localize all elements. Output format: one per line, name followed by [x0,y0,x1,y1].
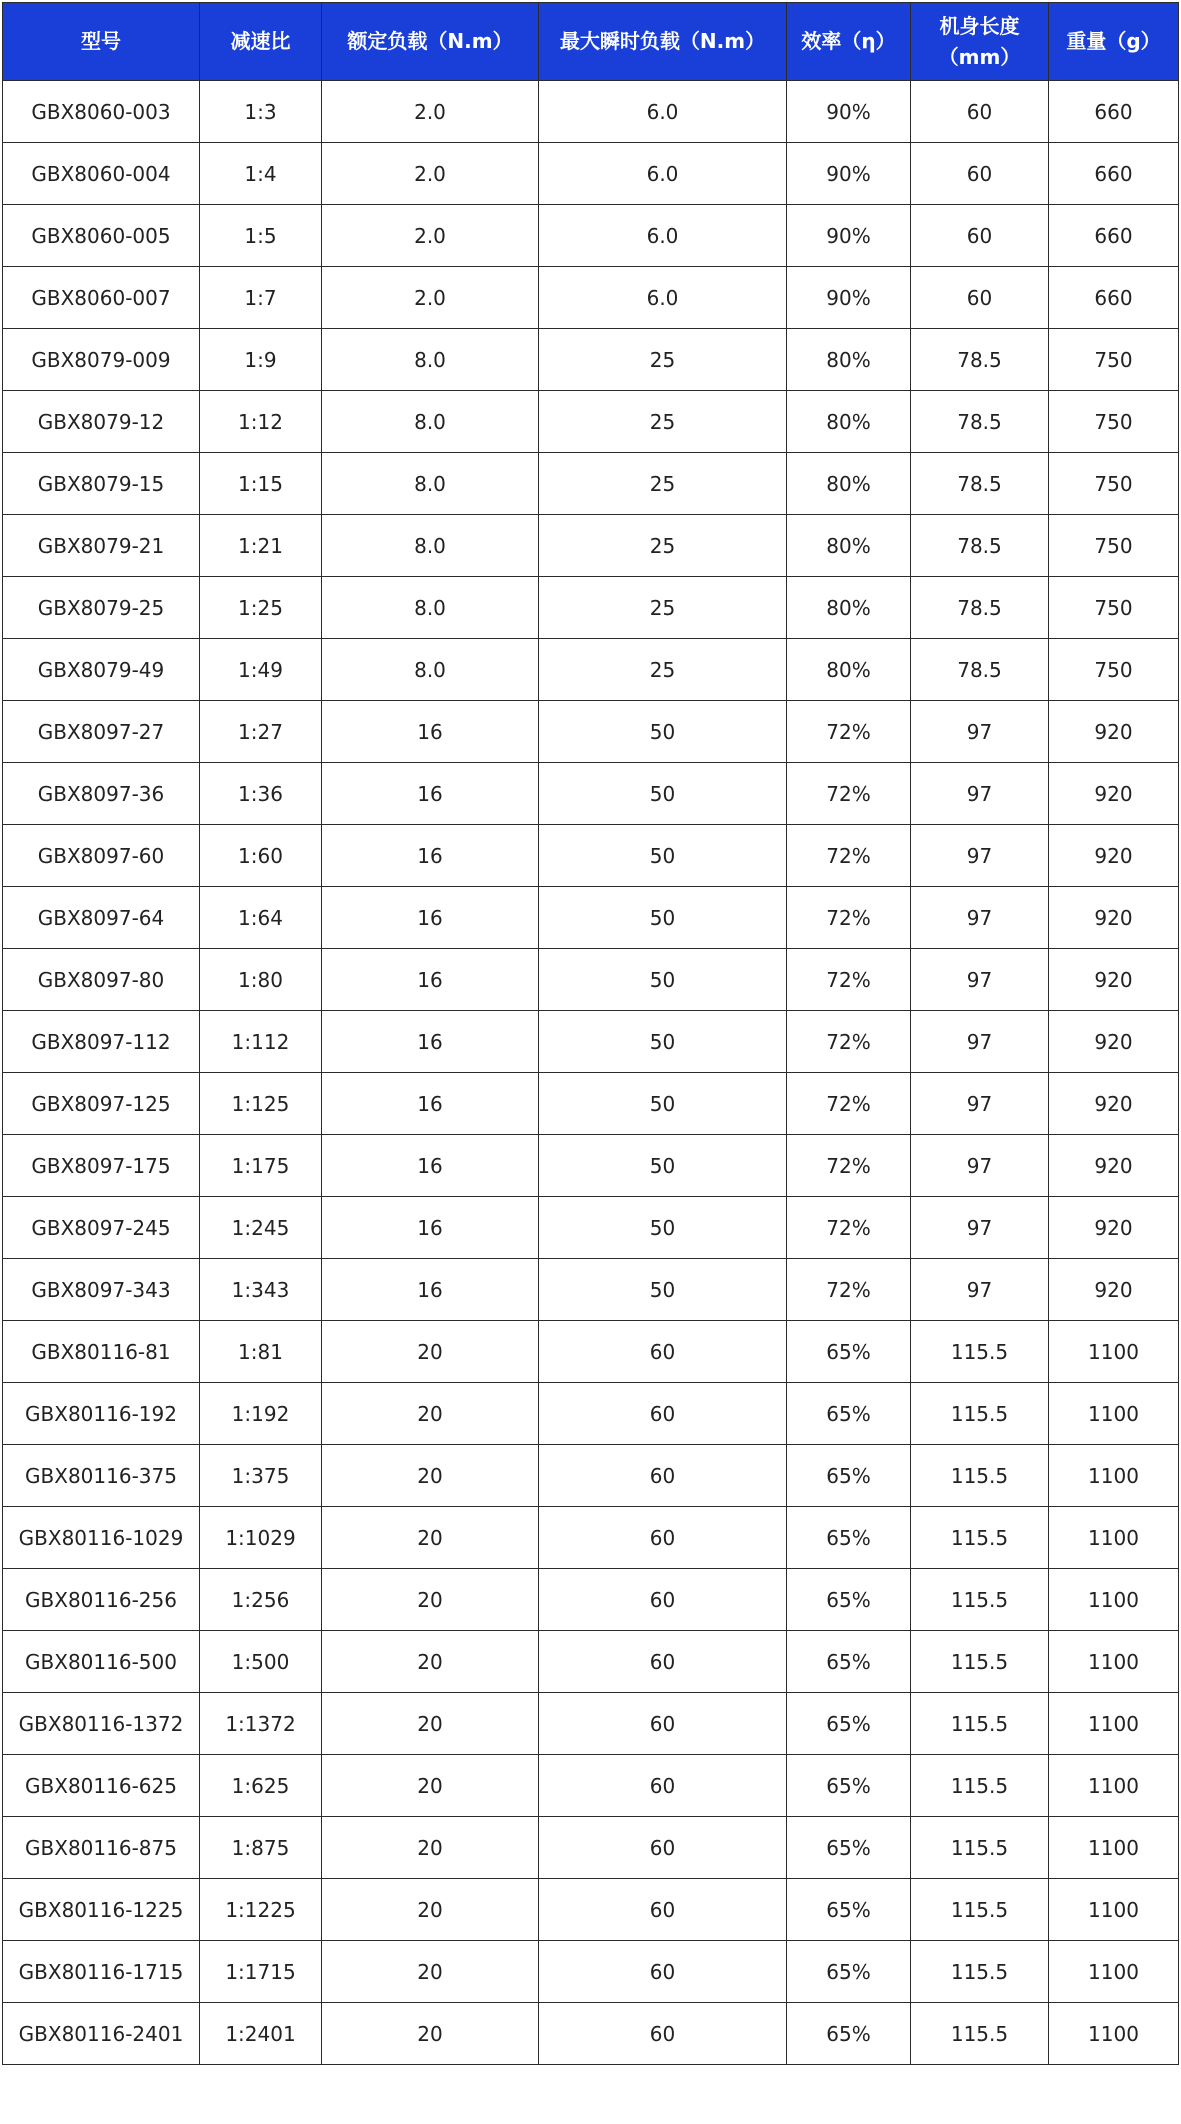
cell-weight: 750 [1049,577,1179,639]
cell-max-instant-load: 60 [539,1507,787,1569]
cell-body-length: 115.5 [911,1383,1049,1445]
table-row [3,1507,1179,1569]
table-row [3,1383,1179,1445]
cell-reduction-ratio: 1:125 [200,1073,322,1135]
cell-model: GBX8097-60 [3,825,200,887]
cell-weight: 1100 [1049,1383,1179,1445]
cell-body-length: 97 [911,1259,1049,1321]
cell-reduction-ratio: 1:15 [200,453,322,515]
cell-body-length: 97 [911,887,1049,949]
cell-model: GBX8060-005 [3,205,200,267]
cell-body-length: 78.5 [911,577,1049,639]
cell-body-length: 60 [911,267,1049,329]
cell-reduction-ratio: 1:175 [200,1135,322,1197]
cell-max-instant-load: 6.0 [539,143,787,205]
cell-efficiency: 65% [787,1445,911,1507]
cell-efficiency: 65% [787,1693,911,1755]
cell-body-length: 97 [911,1135,1049,1197]
cell-body-length: 97 [911,1073,1049,1135]
cell-model: GBX8079-21 [3,515,200,577]
cell-reduction-ratio: 1:60 [200,825,322,887]
cell-reduction-ratio: 1:27 [200,701,322,763]
cell-rated-load: 2.0 [322,267,539,329]
header-row [3,3,1179,81]
cell-model: GBX80116-1372 [3,1693,200,1755]
cell-max-instant-load: 60 [539,1321,787,1383]
cell-rated-load: 16 [322,701,539,763]
cell-reduction-ratio: 1:25 [200,577,322,639]
cell-weight: 920 [1049,763,1179,825]
cell-body-length: 115.5 [911,1817,1049,1879]
cell-body-length: 115.5 [911,1879,1049,1941]
cell-max-instant-load: 50 [539,1073,787,1135]
cell-efficiency: 80% [787,453,911,515]
table-row [3,1569,1179,1631]
cell-max-instant-load: 50 [539,825,787,887]
table-row [3,1755,1179,1817]
cell-max-instant-load: 60 [539,1941,787,2003]
table-row [3,453,1179,515]
cell-reduction-ratio: 1:12 [200,391,322,453]
cell-rated-load: 20 [322,1383,539,1445]
cell-rated-load: 16 [322,949,539,1011]
cell-reduction-ratio: 1:192 [200,1383,322,1445]
cell-weight: 1100 [1049,1941,1179,2003]
cell-max-instant-load: 50 [539,887,787,949]
cell-body-length: 97 [911,1197,1049,1259]
cell-body-length: 115.5 [911,1569,1049,1631]
cell-weight: 920 [1049,887,1179,949]
cell-model: GBX80116-1029 [3,1507,200,1569]
table-row [3,329,1179,391]
cell-efficiency: 90% [787,205,911,267]
table-row [3,143,1179,205]
cell-reduction-ratio: 1:7 [200,267,322,329]
cell-body-length: 78.5 [911,329,1049,391]
table-row [3,639,1179,701]
cell-weight: 750 [1049,329,1179,391]
cell-efficiency: 65% [787,2003,911,2065]
cell-reduction-ratio: 1:256 [200,1569,322,1631]
cell-model: GBX8079-009 [3,329,200,391]
cell-body-length: 115.5 [911,1693,1049,1755]
cell-max-instant-load: 25 [539,391,787,453]
cell-rated-load: 8.0 [322,329,539,391]
cell-efficiency: 72% [787,949,911,1011]
cell-weight: 660 [1049,143,1179,205]
cell-reduction-ratio: 1:3 [200,81,322,143]
cell-body-length: 78.5 [911,515,1049,577]
cell-model: GBX8079-12 [3,391,200,453]
cell-efficiency: 72% [787,825,911,887]
cell-model: GBX80116-192 [3,1383,200,1445]
cell-max-instant-load: 25 [539,639,787,701]
cell-body-length: 97 [911,763,1049,825]
cell-model: GBX8097-245 [3,1197,200,1259]
table-row [3,1073,1179,1135]
cell-max-instant-load: 25 [539,515,787,577]
cell-max-instant-load: 60 [539,1445,787,1507]
cell-reduction-ratio: 1:500 [200,1631,322,1693]
cell-model: GBX8060-004 [3,143,200,205]
cell-model: GBX8060-003 [3,81,200,143]
cell-model: GBX8097-343 [3,1259,200,1321]
header-rated-load: 额定负载（N.m） [322,3,539,81]
cell-rated-load: 20 [322,1879,539,1941]
cell-efficiency: 65% [787,1941,911,2003]
cell-model: GBX80116-256 [3,1569,200,1631]
cell-max-instant-load: 60 [539,2003,787,2065]
cell-reduction-ratio: 1:36 [200,763,322,825]
cell-body-length: 78.5 [911,391,1049,453]
cell-weight: 750 [1049,391,1179,453]
cell-rated-load: 8.0 [322,577,539,639]
cell-weight: 1100 [1049,1445,1179,1507]
cell-efficiency: 72% [787,887,911,949]
cell-weight: 1100 [1049,1693,1179,1755]
cell-weight: 1100 [1049,1321,1179,1383]
table-row [3,2003,1179,2065]
cell-body-length: 115.5 [911,1445,1049,1507]
cell-weight: 660 [1049,205,1179,267]
cell-efficiency: 65% [787,1879,911,1941]
cell-rated-load: 8.0 [322,391,539,453]
cell-body-length: 78.5 [911,639,1049,701]
table-row [3,81,1179,143]
cell-model: GBX8097-36 [3,763,200,825]
cell-efficiency: 90% [787,143,911,205]
cell-model: GBX8097-27 [3,701,200,763]
table-row [3,701,1179,763]
cell-efficiency: 80% [787,391,911,453]
cell-model: GBX8097-175 [3,1135,200,1197]
header-weight: 重量（g） [1049,3,1179,81]
table-row [3,1941,1179,2003]
cell-max-instant-load: 50 [539,949,787,1011]
cell-rated-load: 20 [322,1817,539,1879]
cell-efficiency: 72% [787,1011,911,1073]
cell-rated-load: 20 [322,1569,539,1631]
cell-efficiency: 65% [787,1569,911,1631]
cell-weight: 920 [1049,701,1179,763]
cell-max-instant-load: 50 [539,1197,787,1259]
cell-reduction-ratio: 1:1715 [200,1941,322,2003]
cell-body-length: 97 [911,1011,1049,1073]
cell-efficiency: 65% [787,1631,911,1693]
cell-body-length: 115.5 [911,2003,1049,2065]
cell-max-instant-load: 6.0 [539,205,787,267]
cell-rated-load: 8.0 [322,639,539,701]
cell-max-instant-load: 50 [539,1259,787,1321]
cell-max-instant-load: 50 [539,1011,787,1073]
header-body-length: 机身长度（mm） [911,3,1049,81]
cell-max-instant-load: 50 [539,763,787,825]
cell-reduction-ratio: 1:1225 [200,1879,322,1941]
cell-weight: 660 [1049,267,1179,329]
cell-weight: 1100 [1049,1879,1179,1941]
cell-model: GBX8097-80 [3,949,200,1011]
cell-efficiency: 72% [787,1073,911,1135]
cell-reduction-ratio: 1:80 [200,949,322,1011]
cell-efficiency: 72% [787,1259,911,1321]
table-row [3,577,1179,639]
gearbox-spec-table [2,2,1179,2065]
cell-rated-load: 20 [322,1693,539,1755]
cell-body-length: 60 [911,205,1049,267]
cell-efficiency: 65% [787,1321,911,1383]
cell-weight: 920 [1049,1135,1179,1197]
cell-max-instant-load: 60 [539,1755,787,1817]
cell-efficiency: 80% [787,515,911,577]
cell-body-length: 60 [911,81,1049,143]
cell-weight: 1100 [1049,1755,1179,1817]
cell-weight: 660 [1049,81,1179,143]
cell-model: GBX80116-625 [3,1755,200,1817]
cell-rated-load: 20 [322,1631,539,1693]
cell-efficiency: 90% [787,81,911,143]
header-reduction-ratio: 减速比 [200,3,322,81]
cell-body-length: 115.5 [911,1321,1049,1383]
cell-max-instant-load: 60 [539,1569,787,1631]
cell-weight: 750 [1049,453,1179,515]
cell-max-instant-load: 25 [539,453,787,515]
cell-weight: 920 [1049,949,1179,1011]
table-row [3,1817,1179,1879]
cell-rated-load: 8.0 [322,515,539,577]
table-row [3,1011,1179,1073]
table-header [3,3,1179,81]
table-row [3,1135,1179,1197]
table-row [3,267,1179,329]
cell-weight: 750 [1049,639,1179,701]
cell-reduction-ratio: 1:343 [200,1259,322,1321]
cell-max-instant-load: 60 [539,1383,787,1445]
table-row [3,763,1179,825]
table-row [3,1879,1179,1941]
table-body [3,81,1179,2065]
cell-rated-load: 16 [322,825,539,887]
cell-reduction-ratio: 1:875 [200,1817,322,1879]
cell-rated-load: 16 [322,763,539,825]
cell-model: GBX8097-64 [3,887,200,949]
cell-model: GBX80116-81 [3,1321,200,1383]
cell-reduction-ratio: 1:5 [200,205,322,267]
cell-body-length: 115.5 [911,1941,1049,2003]
cell-weight: 920 [1049,1073,1179,1135]
cell-max-instant-load: 6.0 [539,81,787,143]
cell-reduction-ratio: 1:49 [200,639,322,701]
cell-model: GBX8060-007 [3,267,200,329]
cell-model: GBX8079-25 [3,577,200,639]
cell-body-length: 115.5 [911,1507,1049,1569]
cell-reduction-ratio: 1:81 [200,1321,322,1383]
cell-rated-load: 20 [322,1507,539,1569]
cell-rated-load: 20 [322,1755,539,1817]
cell-model: GBX80116-1225 [3,1879,200,1941]
cell-reduction-ratio: 1:9 [200,329,322,391]
cell-max-instant-load: 50 [539,1135,787,1197]
cell-model: GBX80116-875 [3,1817,200,1879]
table-row [3,391,1179,453]
cell-efficiency: 90% [787,267,911,329]
table-row [3,949,1179,1011]
cell-reduction-ratio: 1:1029 [200,1507,322,1569]
cell-body-length: 115.5 [911,1755,1049,1817]
cell-rated-load: 16 [322,1197,539,1259]
cell-rated-load: 20 [322,2003,539,2065]
cell-rated-load: 2.0 [322,143,539,205]
cell-reduction-ratio: 1:2401 [200,2003,322,2065]
cell-body-length: 97 [911,701,1049,763]
cell-reduction-ratio: 1:245 [200,1197,322,1259]
cell-weight: 1100 [1049,1817,1179,1879]
cell-rated-load: 16 [322,1073,539,1135]
table-row [3,1321,1179,1383]
cell-max-instant-load: 60 [539,1631,787,1693]
cell-model: GBX80116-2401 [3,2003,200,2065]
header-max-instant-load: 最大瞬时负载（N.m） [539,3,787,81]
table-row [3,1693,1179,1755]
cell-rated-load: 2.0 [322,205,539,267]
cell-model: GBX8097-125 [3,1073,200,1135]
cell-weight: 750 [1049,515,1179,577]
cell-weight: 1100 [1049,1569,1179,1631]
header-model: 型号 [3,3,200,81]
cell-rated-load: 2.0 [322,81,539,143]
header-efficiency: 效率（η） [787,3,911,81]
cell-body-length: 78.5 [911,453,1049,515]
cell-weight: 920 [1049,825,1179,887]
cell-reduction-ratio: 1:64 [200,887,322,949]
cell-weight: 920 [1049,1259,1179,1321]
cell-max-instant-load: 60 [539,1693,787,1755]
cell-model: GBX8079-49 [3,639,200,701]
cell-max-instant-load: 25 [539,329,787,391]
cell-efficiency: 72% [787,763,911,825]
cell-weight: 1100 [1049,1631,1179,1693]
cell-rated-load: 16 [322,1259,539,1321]
cell-model: GBX80116-375 [3,1445,200,1507]
cell-body-length: 60 [911,143,1049,205]
cell-efficiency: 72% [787,1135,911,1197]
cell-weight: 1100 [1049,2003,1179,2065]
cell-efficiency: 80% [787,639,911,701]
table-row [3,1445,1179,1507]
table-row [3,205,1179,267]
cell-efficiency: 65% [787,1383,911,1445]
cell-body-length: 115.5 [911,1631,1049,1693]
cell-max-instant-load: 25 [539,577,787,639]
cell-efficiency: 80% [787,577,911,639]
table-row [3,1259,1179,1321]
cell-max-instant-load: 60 [539,1879,787,1941]
table-row [3,1197,1179,1259]
cell-reduction-ratio: 1:375 [200,1445,322,1507]
cell-rated-load: 16 [322,1135,539,1197]
cell-body-length: 97 [911,825,1049,887]
cell-weight: 920 [1049,1011,1179,1073]
cell-rated-load: 20 [322,1445,539,1507]
cell-body-length: 97 [911,949,1049,1011]
cell-weight: 920 [1049,1197,1179,1259]
cell-efficiency: 72% [787,701,911,763]
cell-weight: 1100 [1049,1507,1179,1569]
table-row [3,515,1179,577]
cell-model: GBX80116-1715 [3,1941,200,2003]
table-row [3,1631,1179,1693]
cell-reduction-ratio: 1:112 [200,1011,322,1073]
cell-rated-load: 8.0 [322,453,539,515]
cell-efficiency: 72% [787,1197,911,1259]
cell-max-instant-load: 6.0 [539,267,787,329]
cell-reduction-ratio: 1:1372 [200,1693,322,1755]
cell-efficiency: 65% [787,1755,911,1817]
cell-efficiency: 65% [787,1817,911,1879]
cell-model: GBX8097-112 [3,1011,200,1073]
table-row [3,825,1179,887]
cell-reduction-ratio: 1:4 [200,143,322,205]
cell-rated-load: 16 [322,1011,539,1073]
cell-reduction-ratio: 1:21 [200,515,322,577]
cell-efficiency: 80% [787,329,911,391]
cell-rated-load: 16 [322,887,539,949]
cell-reduction-ratio: 1:625 [200,1755,322,1817]
cell-max-instant-load: 60 [539,1817,787,1879]
table-row [3,887,1179,949]
cell-model: GBX8079-15 [3,453,200,515]
cell-rated-load: 20 [322,1941,539,2003]
cell-efficiency: 65% [787,1507,911,1569]
cell-rated-load: 20 [322,1321,539,1383]
cell-model: GBX80116-500 [3,1631,200,1693]
cell-max-instant-load: 50 [539,701,787,763]
